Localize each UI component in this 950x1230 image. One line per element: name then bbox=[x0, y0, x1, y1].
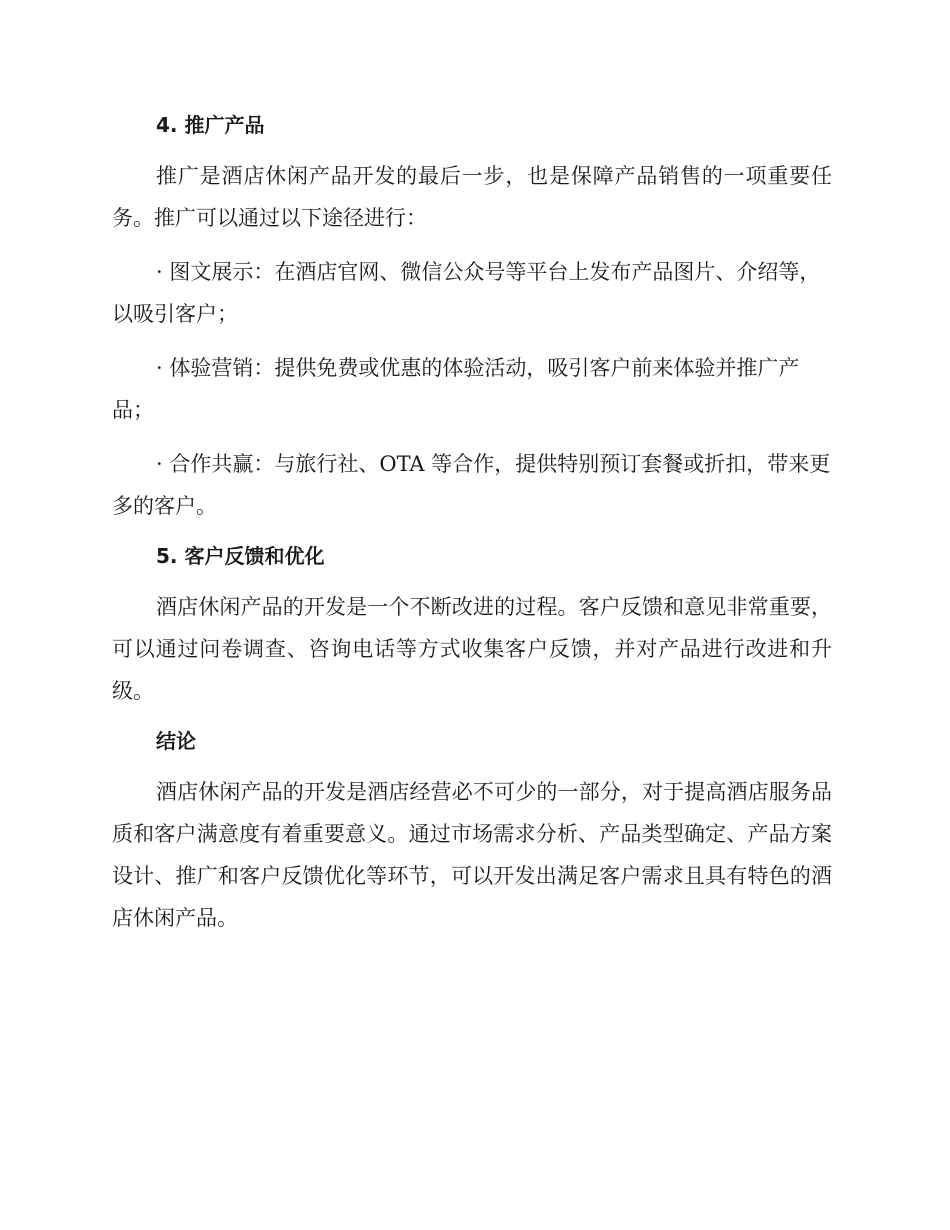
bullet-item-cooperation: · 合作共赢：与旅行社、OTA 等合作，提供特别预订套餐或折扣，带来更多的客户。 bbox=[112, 452, 831, 518]
promotion-intro-paragraph: 推广是酒店休闲产品开发的最后一步，也是保障产品销售的一项重要任务。推广可以通过以下途径进行： bbox=[112, 164, 832, 230]
section-heading-promotion: 4. 推广产品 bbox=[156, 113, 265, 137]
conclusion-paragraph: 酒店休闲产品的开发是酒店经营必不可少的一部分，对于提高酒店服务品质和客户满意度有着重要意义。通过市场需求分析、产品类型确定、产品方案设计、推广和客户反馈优化等环节，可以开发出满足客户需求且具有特色的酒店休闲产品。 bbox=[112, 780, 832, 930]
section-heading-feedback: 5. 客户反馈和优化 bbox=[156, 544, 325, 568]
bullet-item-experience-marketing: · 体验营销：提供免费或优惠的体验活动，吸引客户前来体验并推广产品； bbox=[112, 356, 800, 422]
section-heading-conclusion: 结论 bbox=[156, 729, 196, 753]
document-page bbox=[112, 108, 832, 939]
bullet-item-image-text: · 图文展示：在酒店官网、微信公众号等平台上发布产品图片、介绍等，以吸引客户； bbox=[112, 260, 821, 326]
feedback-paragraph: 酒店休闲产品的开发是一个不断改进的过程。客户反馈和意见非常重要，可以通过问卷调查、咨询电话等方式收集客户反馈，并对产品进行改进和升级。 bbox=[112, 595, 832, 703]
